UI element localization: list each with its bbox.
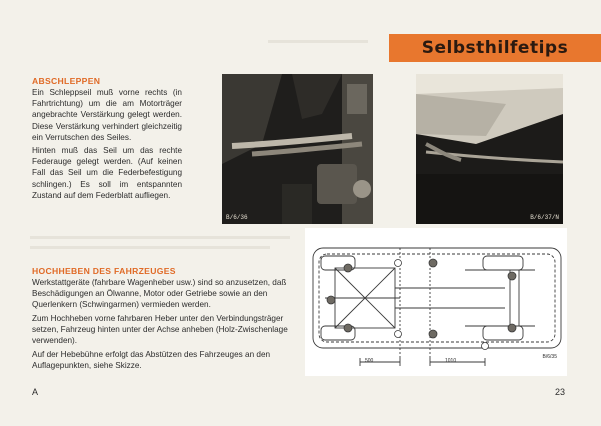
- diagram-label: B/6/35: [542, 354, 557, 360]
- lifting-paragraph-2: Zum Hochheben vorne fahrbaren Heber unter den Verbindungsträger setzen, Fahrzeug hinten unter der Achse anheben (Holz-Zwischenlage verwenden).: [32, 314, 288, 346]
- lift-points-diagram: [305, 228, 567, 376]
- towing-rear-photo: [416, 74, 563, 224]
- show-through-line: [268, 40, 368, 43]
- towing-paragraph-1: Ein Schleppseil muß vorne rechts (in Fahrtrichtung) um die am Motorträger angebrachte Verstärkung gelegt werden. Diese Verstärkung verhindert gleichzeitig ein Verrutschen des Seiles.: [32, 88, 182, 142]
- footer-left-marker: A: [32, 387, 39, 397]
- show-through-line: [30, 236, 290, 239]
- section-banner: [389, 34, 601, 62]
- banner-title: Selbsthilfetips: [421, 38, 569, 58]
- page-number: 23: [555, 387, 566, 397]
- lifting-heading: HOCHHEBEN DES FAHRZEUGES: [32, 266, 176, 276]
- towing-paragraph-2: Hinten muß das Seil um das rechte Federauge gelegt werden. (Auf keinen Fall das Seil um die Federbefestigung schlingen.) Es soll im entspannten Zustand auf dem Federblatt aufliegen.: [32, 146, 182, 200]
- towing-rear-photo-image: [416, 74, 563, 224]
- towing-front-photo: [222, 74, 373, 224]
- chassis-sketch: [305, 228, 567, 376]
- towing-heading: ABSCHLEPPEN: [32, 76, 101, 86]
- photo-label: B/6/36: [226, 214, 248, 221]
- towing-front-photo-image: [222, 74, 373, 224]
- dimension-right-label: 1010: [445, 358, 457, 364]
- photo-label: B/6/37/N: [530, 214, 559, 221]
- show-through-line: [30, 246, 270, 249]
- lifting-paragraph-3: Auf der Hebebühne erfolgt das Abstützen des Fahrzeuges an den Auflagepunkten, siehe Skizze.: [32, 350, 271, 371]
- dimension-left-label: 500: [365, 358, 374, 364]
- lifting-paragraph-1: Werkstattgeräte (fahrbare Wagenheber usw.) sind so anzusetzen, daß Beschädigungen an Ölwanne, Motor oder Getriebe sowie an den Querlenkern (Schwingarmen) vermieden werden.: [32, 278, 287, 310]
